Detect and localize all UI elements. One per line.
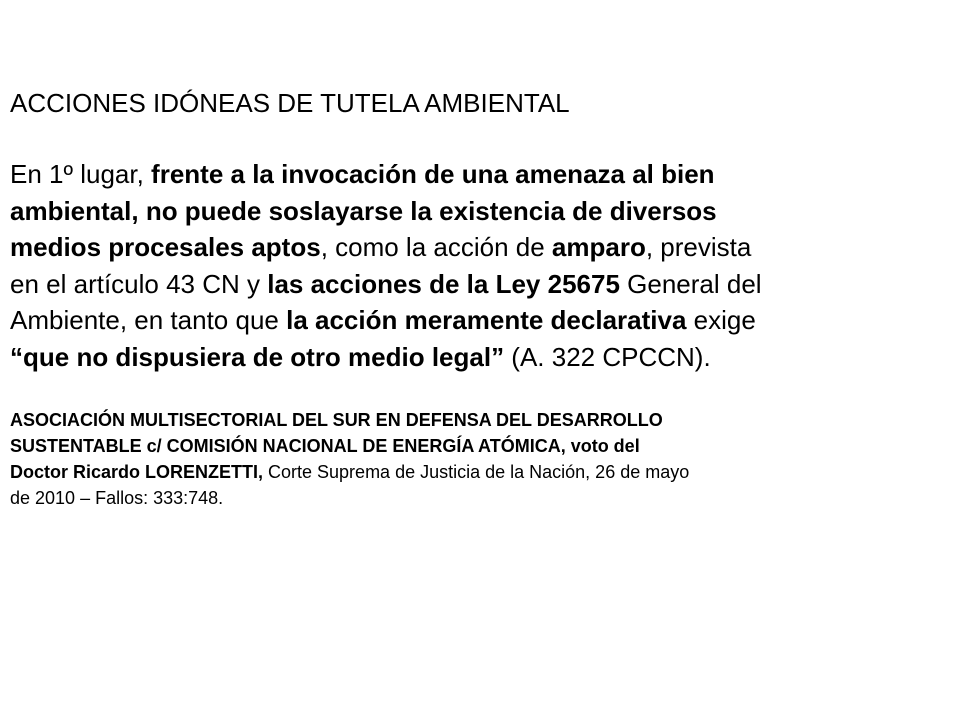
paragraph-line-1 [10,156,945,193]
paragraph-text: , prevista [645,232,752,263]
paragraph-line-4 [10,266,945,303]
paragraph-text: , como la acción de [320,232,552,263]
paragraph-emphasis: las acciones de la Ley 25675 [267,268,620,299]
citation-line-3 [10,459,945,485]
paragraph-emphasis: medios procesales aptos [10,232,321,263]
case-citation [10,407,945,511]
citation-emphasis: SUSTENTABLE c/ COMISIÓN NACIONAL DE ENERGÍA ATÓMICA, voto del [10,435,640,456]
paragraph-text: (A. 322 CPCCN). [504,341,711,372]
paragraph-emphasis: frente a la invocación de una amenaza al bien [151,159,715,189]
citation-text: Corte Suprema de Justicia de la Nación, 26 de mayo [263,461,690,482]
citation-emphasis: Doctor Ricardo LORENZETTI, [10,461,264,482]
paragraph-text: en el artículo 43 CN y [10,268,268,299]
paragraph-text: General del [619,268,762,299]
paragraph-line-6 [10,339,945,376]
citation-line-4 [10,485,945,511]
paragraph-text: En 1º lugar, [10,159,152,189]
paragraph-emphasis: “que no dispusiera de otro medio legal” [10,341,505,372]
paragraph-emphasis: la acción meramente declarativa [286,305,687,336]
citation-emphasis: ASOCIACIÓN MULTISECTORIAL DEL SUR EN DEFENSA DEL DESARROLLO [10,409,663,430]
paragraph-emphasis: amparo [551,232,646,263]
citation-line-1 [10,407,945,433]
paragraph-line-3 [10,229,945,266]
citation-line-2 [10,433,945,459]
paragraph-line-5 [10,302,945,339]
paragraph-text: Ambiente, en tanto que [10,305,287,336]
paragraph-text: exige [686,305,756,336]
paragraph-emphasis: ambiental, no puede soslayarse la existencia de diversos [10,195,717,226]
slide-content [10,86,945,511]
main-paragraph [10,156,945,376]
paragraph-line-2 [10,193,945,230]
citation-text: de 2010 – Fallos: 333:748. [10,487,224,508]
page-title: ACCIONES IDÓNEAS DE TUTELA AMBIENTAL [10,88,570,118]
